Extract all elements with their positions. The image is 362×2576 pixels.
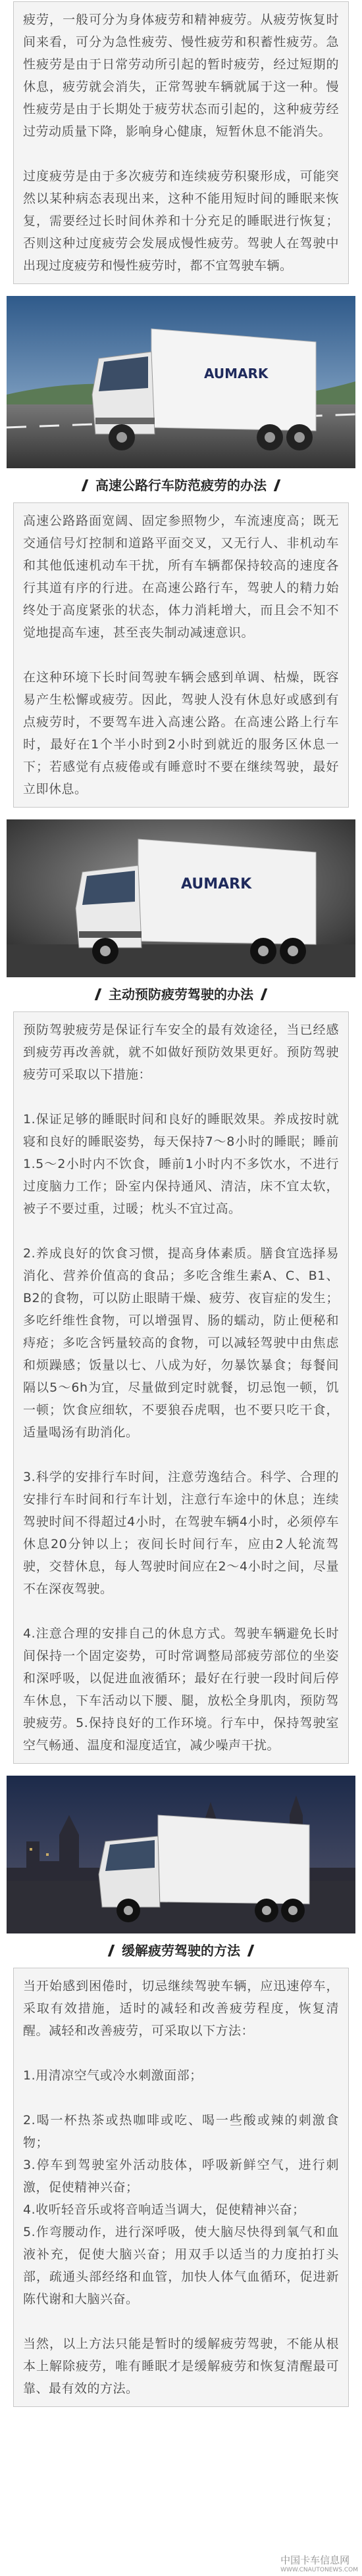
watermark-url: WWW.CNAUTONEWS.COM — [280, 2567, 358, 2573]
heading-decoration-icon — [269, 479, 281, 491]
truck-photo-night — [7, 1776, 355, 1933]
section-title: 缓解疲劳驾驶的方法 — [122, 1943, 240, 1958]
section-heading-relief — [0, 1933, 362, 1968]
heading-decoration-icon — [95, 988, 107, 1000]
section-prevention-paragraph-5: 4.注意合理的安排自己的休息方式。驾驶车辆避免长时间保持一个固定姿势，可时常调整局部疲劳部位的坐姿和深呼吸，以促进血液循环；最好在行驶一段时间后停车休息，下车活动以下腰、腿，放松全身肌肉，预防驾驶疲劳。5.保持良好的工作环境。行车中，保持驾驶室空气畅通、温度和湿度适宜，减少噪声干扰。 — [23, 1626, 339, 1753]
relief-list-item: 3.停车到驾驶室外活动肢体，呼吸新鲜空气，进行刺激，促使精神兴奋； — [23, 2158, 339, 2195]
section-heading-prevention — [0, 977, 362, 1011]
section-prevention-textbox — [13, 1011, 349, 1764]
truck-photo-studio — [7, 819, 355, 977]
section-highway-paragraph-2: 在这种环境下长时间驾驶车辆会感到单调、枯燥，既容易产生松懈或疲劳。因此，驾驶人没有休息好或感到有点疲劳时，不要驾车进入高速公路。在高速公路上行车时，最好在1个半小时到2小时到就近的服务区休息一下；若感觉有点疲倦或有睡意时不要在继续驾驶，最好立即休息。 — [23, 670, 339, 796]
site-watermark — [280, 2553, 358, 2573]
section-relief-textbox — [13, 1968, 349, 2407]
intro-paragraph-1: 疲劳，一般可分为身体疲劳和精神疲劳。从疲劳恢复时间来看，可分为急性疲劳、慢性疲劳和积蓄性疲劳。急性疲劳是由于日常劳动所引起的暂时疲劳，经过短期的休息，疲劳就会消失，正常驾驶车辆就属于这一种。慢性疲劳是由于长期处于疲劳状态而引起的，这种疲劳经过劳动质量下降，影响身心健康，短暂休息不能消失。 — [23, 12, 339, 139]
watermark-main: 中国卡车信息网 — [280, 2554, 350, 2566]
relief-list-item: 2.喝一杯热茶或热咖啡或吃、喝一些酸或辣的刺激食物； — [23, 2113, 339, 2150]
truck-brand-label: AUMARK — [204, 366, 269, 381]
intro-textbox — [13, 1, 349, 284]
relief-list-item: 5.作弯腰动作，进行深呼吸，使大脑尽快得到氧气和血液补充，促使大脑兴奋；用双手以适当的力度拍打头部，疏通头部经络和血管，加快人体气血循环，促进新陈代谢和大脑兴奋。 — [23, 2225, 339, 2306]
relief-list-item: 4.收听轻音乐或将音响适当调大，促使精神兴奋； — [23, 2202, 305, 2217]
heading-decoration-icon — [255, 988, 268, 1000]
section-prevention-paragraph-3: 2.养成良好的饮食习惯，提高身体素质。膳食宜选择易消化、营养价值高的食品；多吃含维生素A、C、B1、B2的食物，可以防止眼睛干燥、疲劳、夜盲症的发生；多吃纤维性食物，可以增强胃、肠的蠕动，防止便秘和痔疮；多吃含钙量较高的食物，可以减轻驾驶中由焦虑和烦躁感；饭量以七、八成为好，勿暴饮暴食；每餐间隔以5～6h为宜，尽量做到定时就餐，切忌饱一顿，饥一顿；饮食应细软，不要狼吞虎咽，也不要只吃干食，适量喝汤有助消化。 — [23, 1246, 339, 1440]
section-title: 高速公路行车防范疲劳的办法 — [95, 477, 267, 493]
section-prevention-paragraph-1: 预防驾驶疲劳是保证行车安全的最有效途径，当已经感到疲劳再改善就，就不如做好预防效果更好。预防驾驶疲劳可采取以下措施： — [23, 1023, 339, 1082]
truck-brand-label: AUMARK — [181, 876, 252, 892]
section-highway-textbox — [13, 502, 349, 808]
intro-paragraph-2: 过度疲劳是由于多次疲劳和连续疲劳积聚形成，可能突然以某种病态表现出来，这种不能用短时间的睡眠来恢复，需要经过长时间休养和十分充足的睡眠进行恢复；否则这种过度疲劳会发展成慢性疲劳。驾驶人在驾驶中出现过度疲劳和慢性疲劳时，都不宜驾驶车辆。 — [23, 169, 339, 273]
relief-list-item: 1.用清凉空气或冷水刺激面部； — [23, 2068, 203, 2083]
section-highway-paragraph-1: 高速公路路面宽阔、固定参照物少，车流速度高；既无交通信号灯控制和道路平面交叉，又无行人、非机动车和其他低速机动车干扰，所有车辆都保持较高的速度各行其道有序的行进。在高速公路行车，驾驶人的精力始终处于高度紧张的状态，体力消耗增大，而且会不知不觉地提高车速，甚至丧失制动减速意识。 — [23, 514, 339, 640]
heading-decoration-icon — [242, 1945, 255, 1956]
truck-photo-highway — [7, 296, 355, 468]
heading-decoration-icon — [108, 1945, 120, 1956]
section-title: 主动预防疲劳驾驶的办法 — [109, 986, 253, 1002]
section-heading-highway — [0, 468, 362, 502]
section-prevention-paragraph-2: 1.保证足够的睡眠时间和良好的睡眠效果。养成按时就寝和良好的睡眠姿势，每天保持7～8小时的睡眠；睡前1.5～2小时内不饮食，睡前1小时内不多饮水，不进行过度脑力工作；卧室内保持通风、清洁，床不宜太软，被子不要过重，过暖；枕头不宜过高。 — [23, 1112, 339, 1216]
heading-decoration-icon — [82, 479, 94, 491]
section-relief-paragraph-1: 当开始感到困倦时，切忌继续驾驶车辆，应迅速停车，采取有效措施，适时的减轻和改善疲劳程度，恢复清醒。减轻和改善疲劳，可采取以下方法： — [23, 1979, 339, 2038]
section-relief-paragraph-2: 当然，以上方法只能是暂时的缓解疲劳驾驶，不能从根本上解除疲劳，唯有睡眠才是缓解疲劳和恢复清醒最可靠、最有效的方法。 — [23, 2337, 339, 2396]
section-prevention-paragraph-4: 3.科学的安排行车时间，注意劳逸结合。科学、合理的安排行车时间和行车计划，注意行车途中的休息；连续驾驶时间不得超过4小时，在驾驶车辆4小时，必须停车休息20分钟以上；夜间长时间行车，应由2人轮流驾驶，交替休息，每人驾驶时间应在2～4小时之间，尽量不在深夜驾驶。 — [23, 1470, 339, 1596]
